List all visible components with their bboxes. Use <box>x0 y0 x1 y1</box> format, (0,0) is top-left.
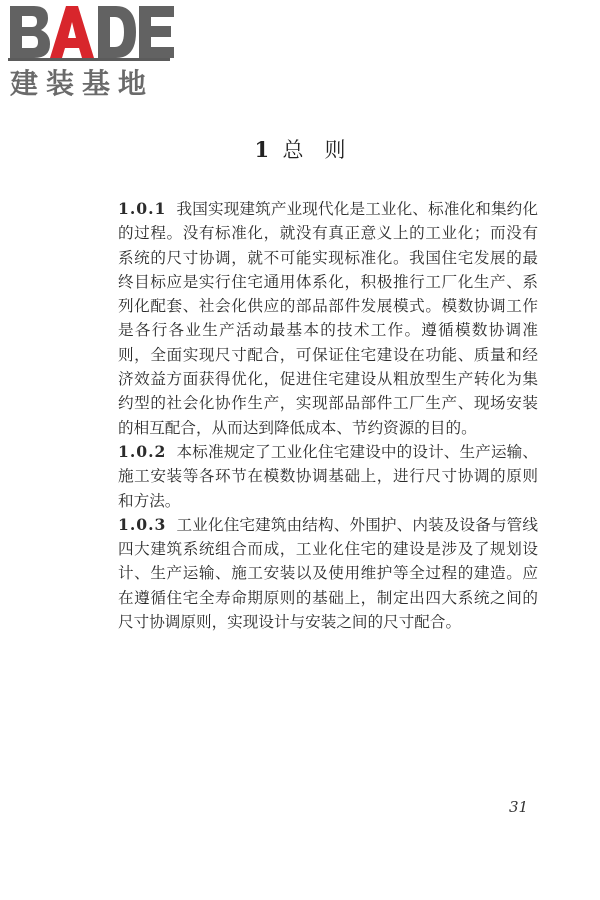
chapter-number: 1 <box>254 137 270 162</box>
page-number: 31 <box>509 798 529 816</box>
chapter-body <box>118 197 538 634</box>
chapter-title-text: 总 则 <box>282 138 346 162</box>
clause-number: 1.0.1 <box>118 199 167 218</box>
chapter-heading <box>0 134 600 164</box>
clause-1-0-3 <box>118 513 538 634</box>
clause-1-0-2 <box>118 440 538 513</box>
bade-logo <box>8 4 176 100</box>
clause-number: 1.0.3 <box>118 514 167 534</box>
clause-text: 我国实现建筑产业现代化是工业化、标准化和集约化的过程。没有标准化，就没有真正意义上的工业化；而没有系统的尺寸协调，就不可能实现标准化。我国住宅发展的最终目标应是实行住宅通用体系化，积极推行工厂化生产、系列化配套、社会化供应的部品部件发展模式。模数协调工作是各行各业生产活动最基本的技术工作。遵循模数协调准则，全面实现尺寸配合，可保证住宅建设在功能、质量和经济效益方面获得优化，促进住宅建设从粗放型生产转化为集约型的社会化协作生产，实现部品部件工厂生产、现场安装的相互配合，从而达到降低成本、节约资源的目的。 <box>118 200 538 437</box>
logo-divider <box>8 58 170 61</box>
clause-text: 本标准规定了工业化住宅建设中的设计、生产运输、施工安装等各环节在模数协调基础上，进行尺寸协调的原则和方法。 <box>118 442 538 510</box>
logo-subtitle: 建装基地 <box>10 67 155 100</box>
bade-wordmark <box>8 4 176 60</box>
clause-1-0-1 <box>118 197 538 440</box>
clause-number: 1.0.2 <box>118 441 167 461</box>
clause-text: 工业化住宅建筑由结构、外围护、内装及设备与管线四大建筑系统组合而成，工业化住宅的建设是涉及了规划设计、生产运输、施工安装以及使用维护等全过程的建造。应在遵循住宅全寿命期原则的基础上，制定出四大系统之间的尺寸协调原则，实现设计与安装之间的尺寸配合。 <box>118 515 538 632</box>
